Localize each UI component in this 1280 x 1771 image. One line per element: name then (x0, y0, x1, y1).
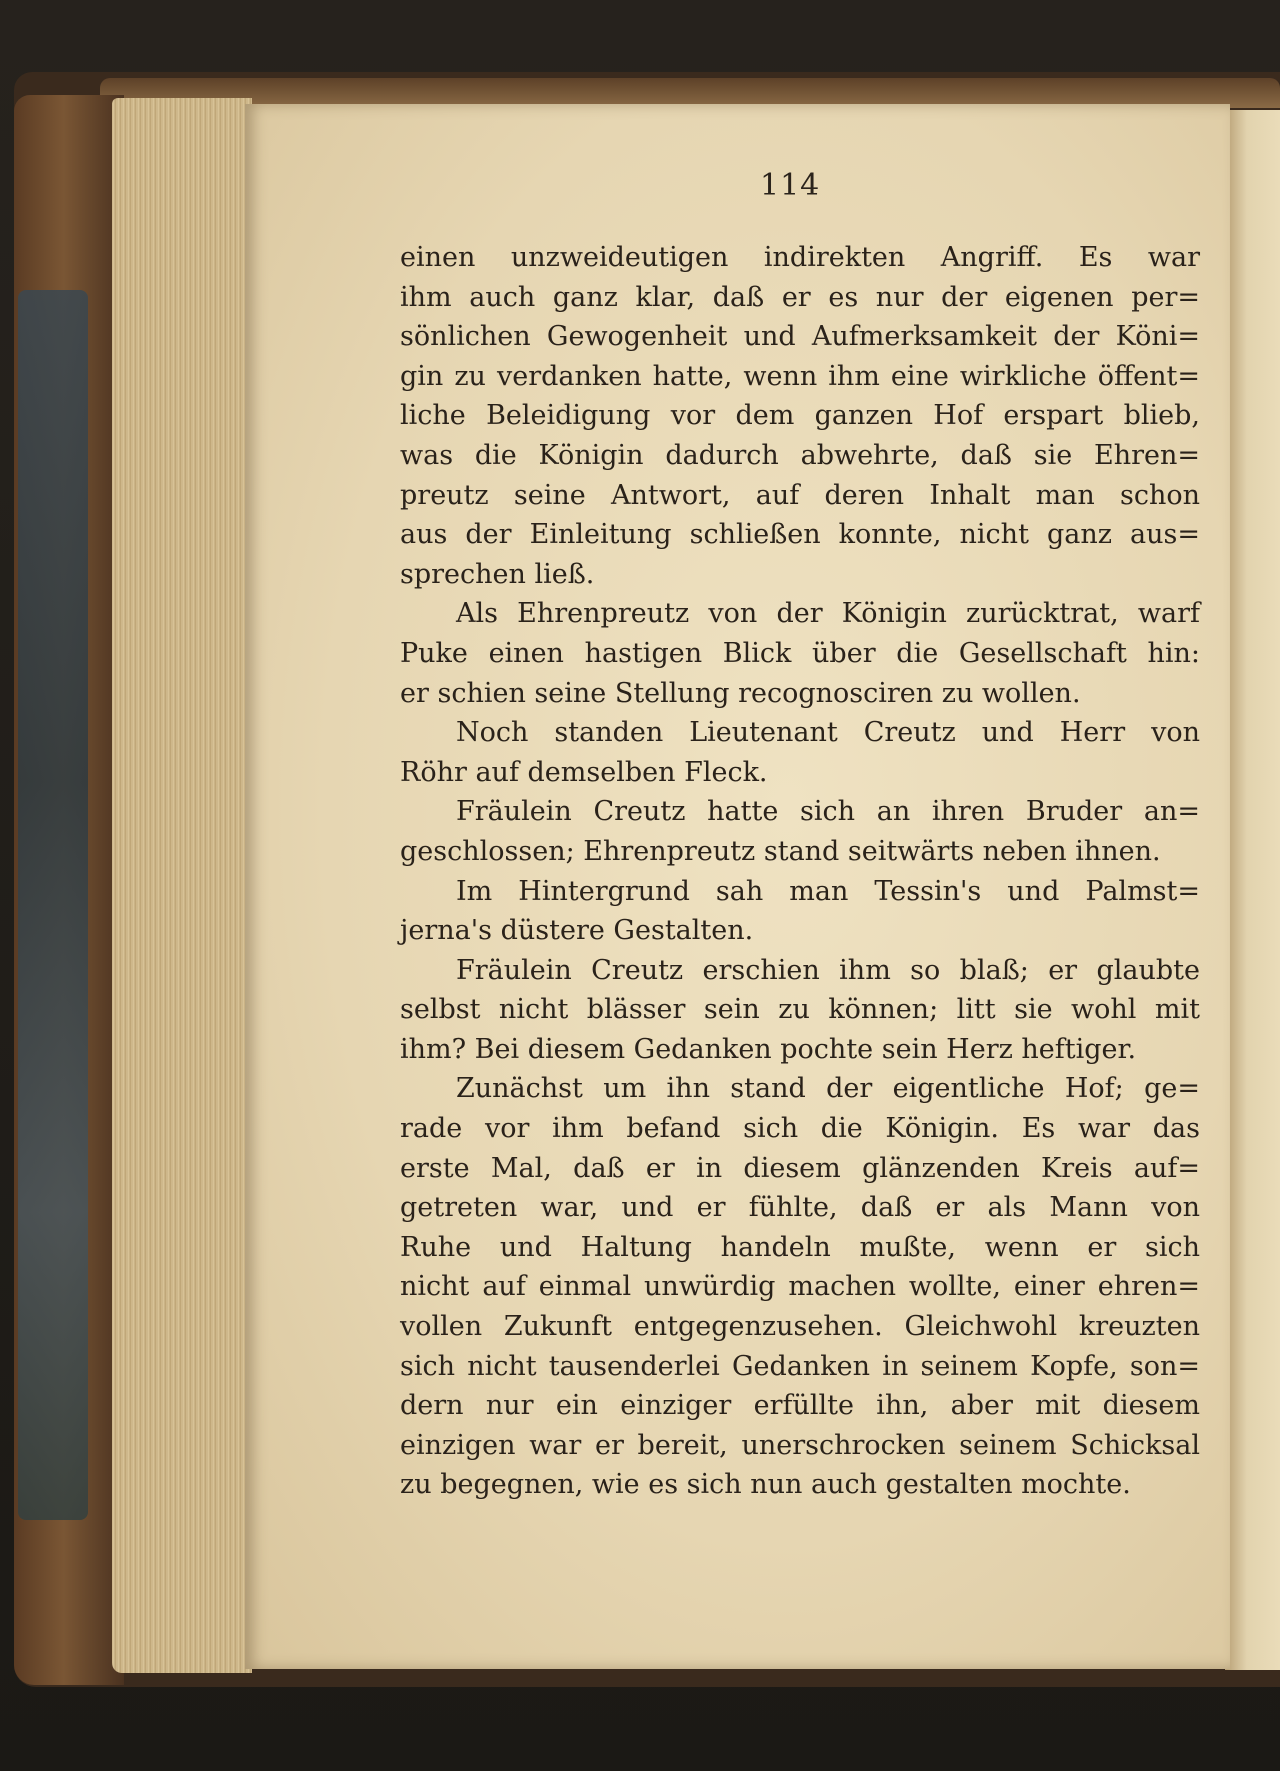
text-line: Fräulein Creutz erschien ihm so blaß; er glaubte (456, 954, 1200, 986)
text-line: einzigen war er bereit, unerschrocken seinem Schicksal (400, 1429, 1200, 1461)
text-line: ihm auch ganz klar, daß er es nur der eigenen per= (400, 281, 1200, 313)
text-line: Puke einen hastigen Blick über die Gesellschaft hin: (400, 637, 1200, 669)
text-line: dern nur ein einziger erfüllte ihn, aber mit diesem (400, 1390, 1200, 1422)
text-line: vollen Zukunft entgegenzusehen. Gleichwohl kreuzten (400, 1311, 1200, 1343)
page-number: 114 (760, 168, 821, 203)
text-line: ihm? Bei diesem Gedanken pochte sein Herz heftiger. (400, 1033, 1137, 1065)
text-line: zu begegnen, wie es sich nun auch gestalten mochte. (400, 1469, 1131, 1501)
text-line: Fräulein Creutz hatte sich an ihren Bruder an= (456, 796, 1200, 828)
text-line: erste Mal, daß er in diesem glänzenden Kreis auf= (400, 1152, 1200, 1184)
text-line: rade vor ihm befand sich die Königin. Es war das (400, 1113, 1200, 1145)
text-line: nicht auf einmal unwürdig machen wollte, einer ehren= (400, 1271, 1200, 1303)
text-line: preutz seine Antwort, auf deren Inhalt man schon (400, 479, 1200, 511)
page-stack-edge (112, 98, 252, 1673)
text-line: Im Hintergrund sah man Tessin's und Palmst= (456, 875, 1200, 907)
text-line: was die Königin dadurch abwehrte, daß sie Ehren= (400, 439, 1200, 471)
text-line: Ruhe und Haltung handeln mußte, wenn er sich (400, 1231, 1200, 1263)
text-line: gin zu verdanken hatte, wenn ihm eine wirkliche öffent= (400, 360, 1200, 392)
text-line: sich nicht tausenderlei Gedanken in seinem Kopfe, son= (400, 1350, 1200, 1382)
text-line: sönlichen Gewogenheit und Aufmerksamkeit der Köni= (400, 321, 1200, 353)
text-line: getreten war, und er fühlte, daß er als Mann von (400, 1192, 1200, 1224)
text-line: sprechen ließ. (400, 558, 595, 590)
text-line: geschlossen; Ehrenpreutz stand seitwärts neben ihnen. (400, 835, 1161, 867)
cover-marbling (18, 290, 88, 1520)
text-line: Röhr auf demselben Fleck. (400, 756, 768, 788)
text-line: jerna's düstere Gestalten. (400, 915, 754, 947)
text-line: selbst nicht blässer sein zu können; litt sie wohl mit (400, 994, 1200, 1026)
text-line: Zunächst um ihn stand der eigentliche Hof; ge= (456, 1073, 1200, 1105)
text-line: er schien seine Stellung recognosciren zu wollen. (400, 677, 1081, 709)
text-line: einen unzweideutigen indirekten Angriff. Es war (400, 242, 1200, 273)
text-line: Noch standen Lieutenant Creutz und Herr von (456, 717, 1200, 749)
text-line: liche Beleidigung vor dem ganzen Hof erspart blieb, (400, 400, 1200, 432)
text-line: Als Ehrenpreutz von der Königin zurücktrat, warf (456, 598, 1200, 630)
facing-page-edge (1225, 110, 1280, 1670)
text-line: aus der Einleitung schließen konnte, nicht ganz aus= (400, 519, 1200, 551)
page-text (400, 238, 1200, 1505)
